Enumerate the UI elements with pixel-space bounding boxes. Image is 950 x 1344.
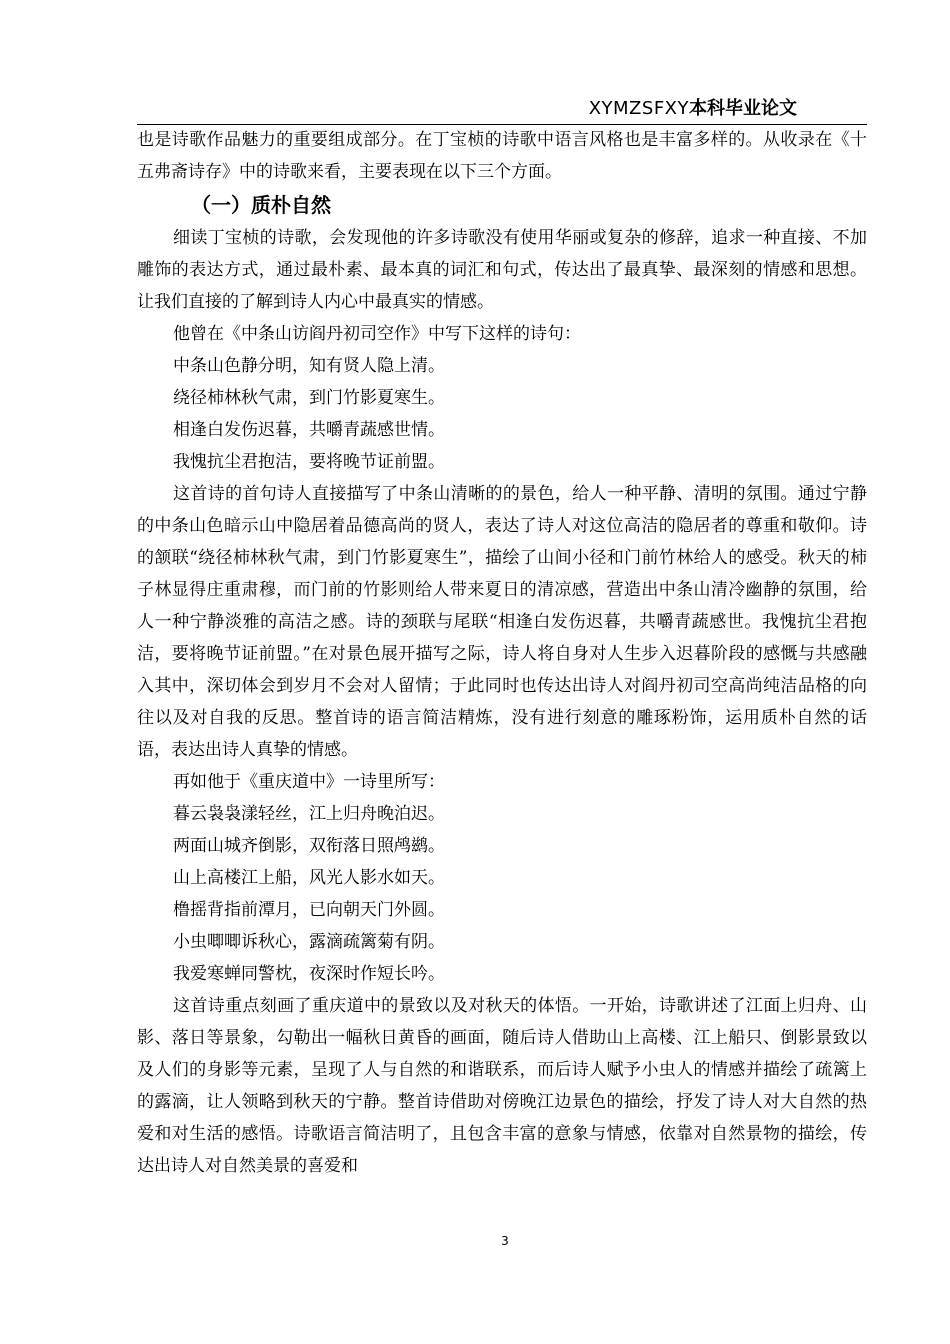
page-header: [137, 96, 867, 122]
poem-line: 暮云袅袅漾轻丝，江上归舟晚泊迟。: [173, 804, 445, 824]
poem-line: 我愧抗尘君抱洁，要将晚节证前盟。: [173, 452, 445, 472]
paragraph: 他曾在《中条山访阎丹初司空作》中写下这样的诗句：: [173, 324, 581, 344]
poem-line: 山上高楼江上船，风光人影水如天。: [173, 868, 445, 888]
paragraph: 这首诗重点刻画了重庆道中的景致以及对秋天的体悟。一开始，诗歌讲述了江面上归舟、山影、落日等景象，勾勒出一幅秋日黄昏的画面，随后诗人借助山上高楼、江上船只、倒影景致以及人们的身影等元素，呈现了人与自然的和谐联系，而后诗人赋予小虫人的情感并描绘了疏篱上的露滴，让人领略到秋天的宁静。整首诗借助对傍晚江边景色的描绘，抒发了诗人对大自然的热爱和对生活的感悟。诗歌语言简洁明了，且包含丰富的意象与情感，依靠对自然景物的描绘，传达出诗人对自然美景的喜爱和: [137, 996, 867, 1176]
paragraph: 再如他于《重庆道中》一诗里所写：: [173, 772, 445, 792]
poem-line: 中条山色静分明，知有贤人隐上清。: [173, 356, 445, 376]
body-text: [137, 124, 867, 1182]
poem-line: 相逢白发伤迟暮，共嚼青蔬感世情。: [173, 420, 445, 440]
poem-line: 小虫唧唧诉秋心，露滴疏篱菊有阴。: [173, 932, 445, 952]
poem-line: 我爱寒蝉同警枕，夜深时作短长吟。: [173, 964, 445, 984]
paragraph: 细读丁宝桢的诗歌，会发现他的许多诗歌没有使用华丽或复杂的修辞，追求一种直接、不加雕饰的表达方式，通过最朴素、最本真的词汇和句式，传达出了最真挚、最深刻的情感和思想。让我们直接的了解到诗人内心中最真实的情感。: [137, 228, 867, 312]
poem-line: 绕径柿林秋气肃，到门竹影夏寒生。: [173, 388, 445, 408]
poem-line: 橹摇背指前潭月，已向朝天门外圆。: [173, 900, 445, 920]
paragraph: 这首诗的首句诗人直接描写了中条山清晰的的景色，给人一种平静、清明的氛围。通过宁静的中条山色暗示山中隐居着品德高尚的贤人，表达了诗人对这位高洁的隐居者的尊重和敬仰。诗的颔联“绕径柿林秋气肃，到门竹影夏寒生”，描绘了山间小径和门前竹林给人的感受。秋天的柿子林显得庄重肃穆，而门前的竹影则给人带来夏日的清凉感，营造出中条山清冷幽静的氛围，给人一种宁静淡雅的高洁之感。诗的颈联与尾联“相逢白发伤迟暮，共嚼青蔬感世。我愧抗尘君抱洁，要将晚节证前盟。”在对景色展开描写之际，诗人将自身对人生步入迟暮阶段的感慨与共感融入其中，深切体会到岁月不会对人留情；于此同时也传达出诗人对阎丹初司空高尚纯洁品格的向往以及对自我的反思。整首诗的语言简洁精炼，没有进行刻意的雕琢粉饰，运用质朴自然的话语，表达出诗人真挚的情感。: [137, 484, 867, 760]
page-number: 3: [501, 1234, 509, 1248]
poem-line: 两面山城齐倒影，双衔落日照鸬鹚。: [173, 836, 445, 856]
header-title: 本科毕业论文: [689, 98, 797, 119]
section-heading: （一）质朴自然: [191, 193, 331, 217]
header-code: XYMZSFXY: [588, 98, 689, 119]
paragraph: 也是诗歌作品魅力的重要组成部分。在丁宝桢的诗歌中语言风格也是丰富多样的。从收录在《十五弗斋诗存》中的诗歌来看，主要表现在以下三个方面。: [137, 130, 867, 182]
